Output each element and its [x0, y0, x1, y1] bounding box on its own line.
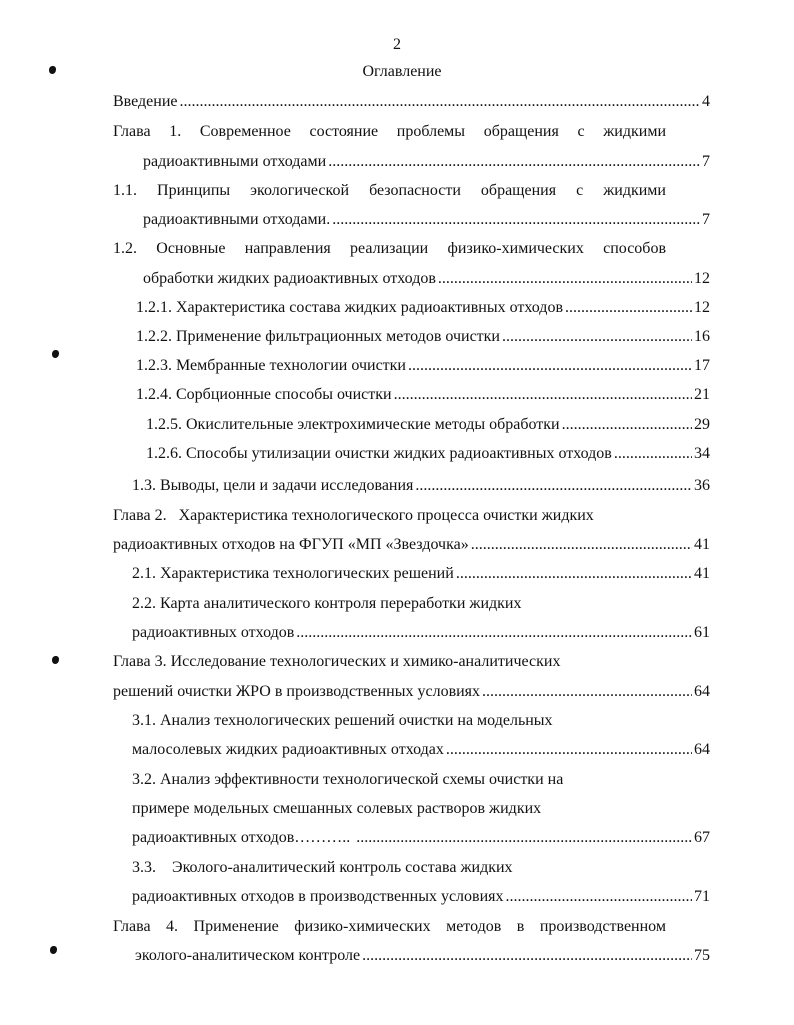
toc-entry-3-3[interactable]: 3.3. Эколого-аналитический контроль состава жидких	[132, 859, 513, 876]
toc-entry-1-2-1[interactable]	[136, 297, 710, 319]
toc-page-number: 21	[694, 386, 710, 403]
dot-leader	[456, 563, 692, 585]
toc-entry-1-2-6[interactable]	[146, 443, 710, 465]
toc-page-number: 12	[694, 299, 710, 316]
dot-leader	[438, 268, 692, 290]
dot-leader	[332, 209, 700, 231]
toc-entry-title: малосолевых жидких радиоактивных отходах	[132, 741, 444, 758]
toc-entry-title: 1.2.4. Сорбционные способы очистки	[136, 386, 392, 403]
toc-entry-3-2-cont-2[interactable]	[132, 827, 710, 849]
dot-leader	[356, 827, 692, 849]
toc-page-number: 64	[694, 683, 710, 700]
page-number: 2	[393, 36, 401, 53]
toc-entry-chapter-4[interactable]: Глава 4. Применение физико-химических методов в производственном	[113, 918, 666, 935]
toc-entry-title: радиоактивных отходов в производственных условиях	[132, 888, 504, 905]
toc-entry-title: Введение	[113, 93, 178, 110]
toc-page-number: 34	[694, 445, 710, 462]
toc-page-number: 4	[702, 93, 710, 110]
toc-entry-2-1[interactable]	[132, 563, 710, 585]
toc-entry-3-1-cont[interactable]	[132, 739, 710, 761]
dot-leader	[394, 384, 692, 406]
toc-entry-title: радиоактивных отходов на ФГУП «МП «Звездочка»	[113, 536, 469, 553]
dot-leader	[296, 622, 692, 644]
toc-entry-title: 1.2.5. Окислительные электрохимические методы обработки	[146, 416, 560, 433]
toc-entry-title: радиоактивными отходами.	[143, 211, 331, 228]
toc-entry-title: 1.2.2. Применение фильтрационных методов очистки	[136, 328, 500, 345]
dot-leader	[562, 414, 692, 436]
toc-entry-chapter-1[interactable]: Глава 1. Современное состояние проблемы обращения с жидкими	[113, 123, 666, 140]
toc-entry-1-1-cont[interactable]	[143, 209, 710, 231]
toc-entry-title: 1.3. Выводы, цели и задачи исследования	[132, 477, 414, 494]
toc-entry-1-2-3[interactable]	[136, 355, 710, 377]
dot-leader	[446, 739, 692, 761]
toc-entry-chapter-3[interactable]: Глава 3. Исследование технологических и химико-аналитических	[113, 653, 561, 670]
toc-entry-2-2-cont[interactable]	[132, 622, 710, 644]
toc-entry-title: 1.2.6. Способы утилизации очистки жидких радиоактивных отходов	[146, 445, 612, 462]
page-title: Оглавление	[362, 63, 442, 80]
toc-entry-1-2-5[interactable]	[146, 414, 710, 436]
toc-page-number: 41	[694, 565, 710, 582]
dot-leader	[408, 355, 692, 377]
toc-page-number: 12	[694, 270, 710, 287]
toc-page-number: 17	[694, 357, 710, 374]
toc-page-number: 75	[694, 947, 710, 964]
dot-leader	[328, 151, 700, 173]
toc-entry-title: обработки жидких радиоактивных отходов	[143, 270, 436, 287]
toc-page-number: 71	[694, 888, 710, 905]
dot-leader	[362, 945, 692, 967]
toc-entry-1-2-cont[interactable]	[143, 268, 710, 290]
toc-entry-1-2[interactable]: 1.2. Основные направления реализации физико-химических способов	[113, 240, 666, 257]
toc-entry-title: радиоактивных отходов	[132, 624, 295, 641]
toc-entry-1-1[interactable]: 1.1. Принципы экологической безопасности обращения с жидкими	[113, 182, 666, 199]
toc-entry-title: 1.2.1. Характеристика состава жидких радиоактивных отходов	[136, 299, 563, 316]
toc-page-number: 64	[694, 741, 710, 758]
toc-entry-1-2-2[interactable]	[136, 326, 710, 348]
dot-leader	[506, 886, 692, 908]
toc-page-number: 7	[702, 153, 710, 170]
toc-page-number: 61	[694, 624, 710, 641]
toc-entry-1-3[interactable]	[132, 475, 710, 497]
dot-leader	[415, 475, 692, 497]
toc-entry-title: решений очистки ЖРО в производственных условиях	[113, 683, 481, 700]
toc-entry-chapter-2-cont[interactable]	[113, 534, 710, 556]
toc-entry-3-3-cont[interactable]	[132, 886, 710, 908]
toc-entry-2-2[interactable]: 2.2. Карта аналитического контроля переработки жидких	[132, 595, 522, 612]
toc-entry-3-2-cont[interactable]: примере модельных смешанных солевых растворов жидких	[132, 800, 542, 817]
toc-entry-title: радиоактивных отходов………..	[132, 829, 355, 846]
toc-entry-chapter-3-cont[interactable]	[113, 681, 710, 703]
toc-entry-chapter-2[interactable]: Глава 2. Характеристика технологического процесса очистки жидких	[113, 507, 594, 524]
toc-entry-chapter-4-cont[interactable]	[135, 945, 710, 967]
toc-entry-3-1[interactable]: 3.1. Анализ технологических решений очистки на модельных	[132, 712, 553, 729]
dot-leader	[180, 91, 701, 113]
dot-leader	[565, 297, 692, 319]
toc-entry-title: радиоактивными отходами	[143, 153, 327, 170]
toc-entry-chapter-1-cont[interactable]	[143, 151, 710, 173]
toc-page-number: 67	[694, 829, 710, 846]
toc-entry-1-2-4[interactable]	[136, 384, 710, 406]
dot-leader	[471, 534, 692, 556]
dot-leader	[614, 443, 692, 465]
toc-page-number: 29	[694, 416, 710, 433]
toc-page-number: 7	[702, 211, 710, 228]
toc-entry-title: 2.1. Характеристика технологических решений	[132, 565, 454, 582]
dot-leader	[502, 326, 692, 348]
toc-entry-3-2[interactable]: 3.2. Анализ эффективности технологической схемы очистки на	[132, 771, 564, 788]
dot-leader	[482, 681, 692, 703]
toc-entry-title: эколого-аналитическом контроле	[135, 947, 361, 964]
toc-entry-intro[interactable]	[113, 91, 710, 113]
toc-page-number: 41	[694, 536, 710, 553]
toc-page-number: 16	[694, 328, 710, 345]
toc-page-number: 36	[694, 477, 710, 494]
toc-entry-title: 1.2.3. Мембранные технологии очистки	[136, 357, 406, 374]
